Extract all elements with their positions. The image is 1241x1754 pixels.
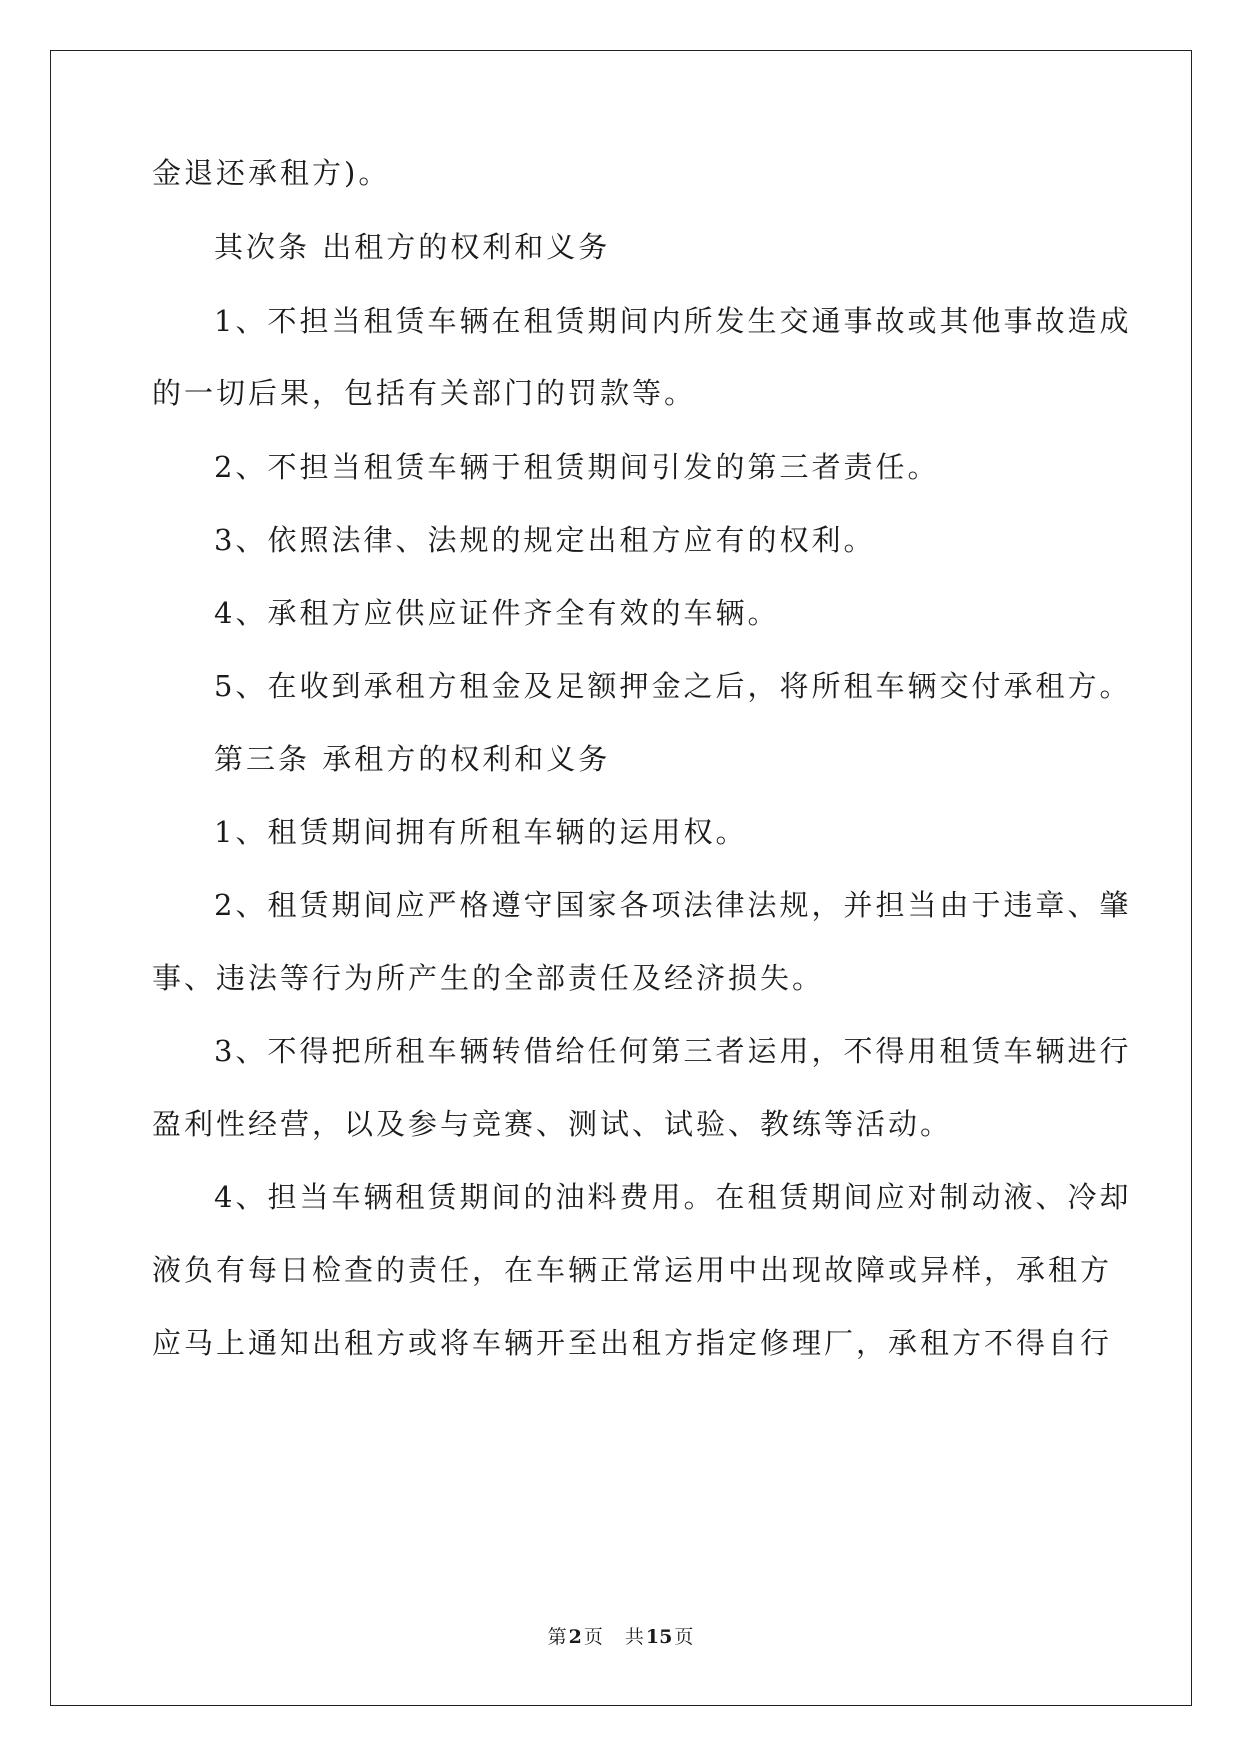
text-line: 事、违法等行为所产生的全部责任及经济损失。: [152, 961, 825, 995]
text-line: 3、依照法律、法规的规定出租方应有的权利。: [214, 523, 876, 557]
text-line: 1、租赁期间拥有所租车辆的运用权。: [214, 815, 748, 849]
text-line: 金退还承租方)。: [152, 156, 391, 190]
section-heading: 第三条 承租方的权利和义务: [214, 742, 611, 776]
text-line: 应马上通知出租方或将车辆开至出租方指定修理厂，承租方不得自行: [152, 1326, 1113, 1360]
total-suffix: 页: [674, 1626, 694, 1648]
text-line: 液负有每日检查的责任，在车辆正常运用中出现故障或异样，承租方: [152, 1253, 1113, 1287]
page-footer: [0, 1625, 1241, 1649]
text-line: 3、不得把所租车辆转借给任何第三者运用，不得用租赁车辆进行: [214, 1034, 1132, 1068]
text-line: 的一切后果，包括有关部门的罚款等。: [152, 376, 697, 410]
section-heading: 其次条 出租方的权利和义务: [214, 230, 611, 264]
text-line: 1、不担当租赁车辆在租赁期间内所发生交通事故或其他事故造成: [214, 304, 1132, 338]
total-pages: 15: [645, 1626, 673, 1648]
page-suffix: 页: [583, 1626, 603, 1648]
text-line: 4、担当车辆租赁期间的油料费用。在租赁期间应对制动液、冷却: [214, 1180, 1132, 1214]
text-line: 2、租赁期间应严格遵守国家各项法律法规，并担当由于违章、肇: [214, 888, 1132, 922]
text-line: 4、承租方应供应证件齐全有效的车辆。: [214, 596, 780, 630]
text-line: 2、不担当租赁车辆于租赁期间引发的第三者责任。: [214, 450, 940, 484]
page-number: 2: [568, 1626, 582, 1648]
page-border: [50, 50, 1192, 1706]
page-prefix: 第: [547, 1626, 567, 1648]
text-line: 盈利性经营，以及参与竞赛、测试、试验、教练等活动。: [152, 1107, 953, 1141]
total-prefix: 共: [624, 1626, 644, 1648]
text-line: 5、在收到承租方租金及足额押金之后，将所租车辆交付承租方。: [214, 669, 1132, 703]
